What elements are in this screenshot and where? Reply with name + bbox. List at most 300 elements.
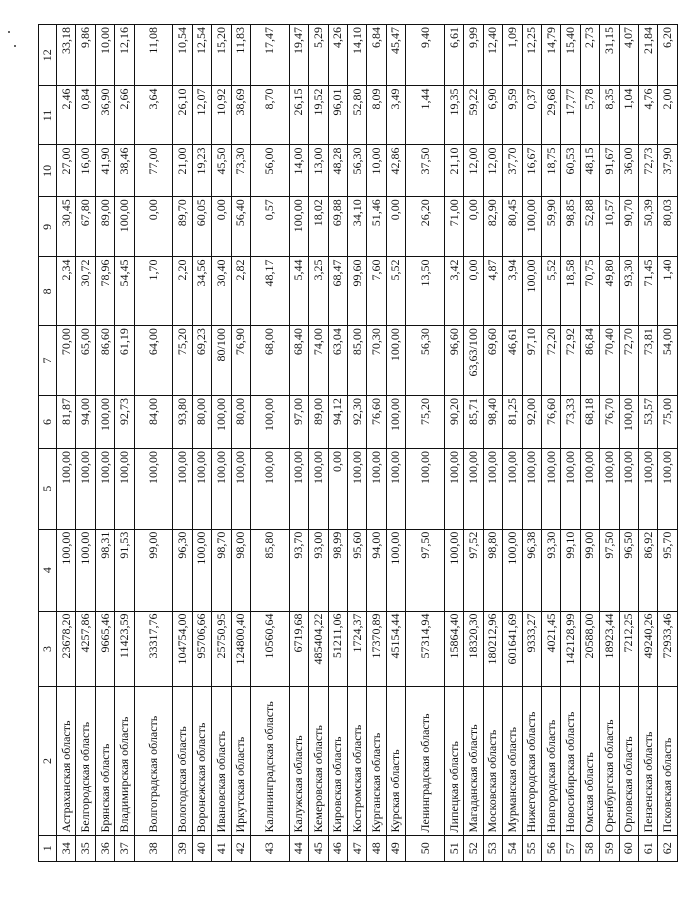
value-cell: 19,23: [192, 145, 211, 197]
value-cell: 53,57: [639, 395, 658, 448]
value-cell: 100,00: [115, 197, 134, 257]
column-header: 11: [39, 86, 57, 145]
value-cell: 0,00: [328, 448, 347, 529]
value-cell: 0,84: [76, 86, 95, 145]
value-cell: 49240,26: [639, 611, 658, 687]
value-cell: 50,39: [639, 197, 658, 257]
region-name-cell: Иркутская область: [231, 687, 250, 835]
region-name-cell: Новгородская область: [541, 687, 560, 835]
value-cell: 92,73: [115, 395, 134, 448]
table-row: [57, 25, 76, 862]
value-cell: 98,31: [95, 529, 114, 611]
value-cell: 104754,00: [173, 611, 192, 687]
value-cell: 100,00: [192, 529, 211, 611]
value-cell: 86,84: [580, 326, 599, 396]
value-cell: 80,00: [192, 395, 211, 448]
table-row: [503, 25, 522, 862]
value-cell: 11,83: [231, 25, 250, 87]
value-cell: 30,72: [76, 257, 95, 326]
value-cell: 9,86: [76, 25, 95, 87]
value-cell: 80/100: [212, 326, 231, 396]
value-cell: 89,00: [309, 395, 328, 448]
value-cell: 100,00: [231, 448, 250, 529]
value-cell: 60,53: [561, 145, 580, 197]
value-cell: 36,00: [619, 145, 638, 197]
region-name-cell: Волгоградская область: [134, 687, 173, 835]
value-cell: 8,09: [367, 86, 386, 145]
value-cell: 56,30: [406, 326, 445, 396]
region-name-cell: Магаданская область: [464, 687, 483, 835]
value-cell: 100,00: [386, 326, 405, 396]
table-header-row: [39, 25, 57, 862]
value-cell: 54,00: [658, 326, 678, 396]
value-cell: 99,00: [134, 529, 173, 611]
value-cell: 100,00: [658, 448, 678, 529]
value-cell: 12,54: [192, 25, 211, 87]
value-cell: 96,30: [173, 529, 192, 611]
value-cell: 124800,40: [231, 611, 250, 687]
table-row: [212, 25, 231, 862]
table-row: [444, 25, 463, 862]
region-name-cell: Воронежская область: [192, 687, 211, 835]
value-cell: 52,80: [347, 86, 366, 145]
region-name-cell: Московская область: [483, 687, 502, 835]
table-row: [464, 25, 483, 862]
value-cell: 0,57: [251, 197, 290, 257]
value-cell: 51,46: [367, 197, 386, 257]
region-name-cell: Брянская область: [95, 687, 114, 835]
value-cell: 100,00: [57, 448, 76, 529]
value-cell: 17,47: [251, 25, 290, 87]
value-cell: 67,80: [76, 197, 95, 257]
value-cell: 8,70: [251, 86, 290, 145]
region-name-cell: Мурманская область: [503, 687, 522, 835]
value-cell: 10,92: [212, 86, 231, 145]
region-name-cell: Нижегородская область: [522, 687, 541, 835]
value-cell: 21,84: [639, 25, 658, 87]
value-cell: 601641,69: [503, 611, 522, 687]
value-cell: 100,00: [134, 448, 173, 529]
value-cell: 25750,95: [212, 611, 231, 687]
value-cell: 4,87: [483, 257, 502, 326]
row-number-cell: 52: [464, 835, 483, 861]
value-cell: 100,00: [406, 448, 445, 529]
table-row: [231, 25, 250, 862]
value-cell: 84,00: [134, 395, 173, 448]
value-cell: 6,20: [658, 25, 678, 87]
value-cell: 18923,44: [600, 611, 619, 687]
table-row: [541, 25, 560, 862]
table-row: [619, 25, 638, 862]
value-cell: 86,92: [639, 529, 658, 611]
value-cell: 97,50: [406, 529, 445, 611]
value-cell: 6,90: [483, 86, 502, 145]
column-header: 6: [39, 395, 57, 448]
value-cell: 1,44: [406, 86, 445, 145]
value-cell: 61,19: [115, 326, 134, 396]
value-cell: 485404,22: [309, 611, 328, 687]
value-cell: 33317,76: [134, 611, 173, 687]
value-cell: 2,46: [57, 86, 76, 145]
value-cell: 90,70: [619, 197, 638, 257]
value-cell: 5,29: [309, 25, 328, 87]
row-number-cell: 40: [192, 835, 211, 861]
value-cell: 12,00: [483, 145, 502, 197]
value-cell: 6,84: [367, 25, 386, 87]
value-cell: 100,00: [522, 257, 541, 326]
value-cell: 100,00: [57, 529, 76, 611]
value-cell: 99,60: [347, 257, 366, 326]
value-cell: 0,00: [464, 197, 483, 257]
value-cell: 23678,20: [57, 611, 76, 687]
value-cell: 100,00: [639, 448, 658, 529]
value-cell: 38,46: [115, 145, 134, 197]
value-cell: 73,81: [639, 326, 658, 396]
value-cell: 14,00: [289, 145, 308, 197]
value-cell: 16,67: [522, 145, 541, 197]
value-cell: 48,17: [251, 257, 290, 326]
row-number-cell: 61: [639, 835, 658, 861]
value-cell: 77,00: [134, 145, 173, 197]
value-cell: 100,00: [483, 448, 502, 529]
value-cell: 57314,94: [406, 611, 445, 687]
value-cell: 99,00: [580, 529, 599, 611]
row-number-cell: 62: [658, 835, 678, 861]
value-cell: 5,44: [289, 257, 308, 326]
value-cell: 100,00: [561, 448, 580, 529]
row-number-cell: 51: [444, 835, 463, 861]
value-cell: 100,00: [76, 448, 95, 529]
value-cell: 100,00: [95, 448, 114, 529]
value-cell: 98,80: [483, 529, 502, 611]
value-cell: 3,94: [503, 257, 522, 326]
value-cell: 96,50: [619, 529, 638, 611]
value-cell: 33,18: [57, 25, 76, 87]
value-cell: 9,99: [464, 25, 483, 87]
value-cell: 26,15: [289, 86, 308, 145]
value-cell: 100,00: [212, 395, 231, 448]
value-cell: 180212,96: [483, 611, 502, 687]
column-header: 8: [39, 257, 57, 326]
value-cell: 48,15: [580, 145, 599, 197]
value-cell: 100,00: [386, 395, 405, 448]
value-cell: 96,60: [444, 326, 463, 396]
value-cell: 64,00: [134, 326, 173, 396]
value-cell: 96,38: [522, 529, 541, 611]
table-row: [328, 25, 347, 862]
value-cell: 97,00: [289, 395, 308, 448]
value-cell: 76,90: [231, 326, 250, 396]
value-cell: 30,40: [212, 257, 231, 326]
value-cell: 3,49: [386, 86, 405, 145]
value-cell: 26,20: [406, 197, 445, 257]
value-cell: 100,00: [619, 395, 638, 448]
value-cell: 34,56: [192, 257, 211, 326]
value-cell: 75,00: [658, 395, 678, 448]
value-cell: 2,82: [231, 257, 250, 326]
value-cell: 15,40: [561, 25, 580, 87]
value-cell: 98,00: [231, 529, 250, 611]
value-cell: 49,80: [600, 257, 619, 326]
row-number-cell: 43: [251, 835, 290, 861]
value-cell: 94,00: [367, 529, 386, 611]
region-name-cell: Кировская область: [328, 687, 347, 835]
value-cell: 73,33: [561, 395, 580, 448]
value-cell: 99,10: [561, 529, 580, 611]
value-cell: 71,00: [444, 197, 463, 257]
table-row: [406, 25, 445, 862]
value-cell: 27,00: [57, 145, 76, 197]
table-row: [580, 25, 599, 862]
value-cell: 20588,00: [580, 611, 599, 687]
value-cell: 81,25: [503, 395, 522, 448]
row-number-cell: 56: [541, 835, 560, 861]
value-cell: 95,60: [347, 529, 366, 611]
value-cell: 100,00: [522, 197, 541, 257]
region-name-cell: Пензенская область: [639, 687, 658, 835]
value-cell: 93,30: [541, 529, 560, 611]
value-cell: 45,47: [386, 25, 405, 87]
region-name-cell: Ивановская область: [212, 687, 231, 835]
table-row: [134, 25, 173, 862]
value-cell: 54,45: [115, 257, 134, 326]
value-cell: 80,03: [658, 197, 678, 257]
value-cell: 56,00: [251, 145, 290, 197]
column-header: 3: [39, 611, 57, 687]
value-cell: 4257,86: [76, 611, 95, 687]
value-cell: 97,10: [522, 326, 541, 396]
value-cell: 90,20: [444, 395, 463, 448]
value-cell: 93,30: [619, 257, 638, 326]
value-cell: 89,70: [173, 197, 192, 257]
value-cell: 100,00: [503, 529, 522, 611]
region-name-cell: Оренбургская область: [600, 687, 619, 835]
regions-data-table: [38, 24, 678, 862]
value-cell: 70,00: [57, 326, 76, 396]
value-cell: 142128,99: [561, 611, 580, 687]
value-cell: 1,04: [619, 86, 638, 145]
value-cell: 100,00: [212, 448, 231, 529]
table-row: [95, 25, 114, 862]
value-cell: 5,78: [580, 86, 599, 145]
value-cell: 92,00: [522, 395, 541, 448]
value-cell: 17370,89: [367, 611, 386, 687]
column-header: 12: [39, 25, 57, 87]
table-row: [76, 25, 95, 862]
value-cell: 76,60: [367, 395, 386, 448]
table-row: [251, 25, 290, 862]
table-row: [483, 25, 502, 862]
value-cell: 38,69: [231, 86, 250, 145]
value-cell: 37,50: [406, 145, 445, 197]
value-cell: 100,00: [367, 448, 386, 529]
rotated-page: [38, 24, 678, 862]
region-name-cell: Липецкая область: [444, 687, 463, 835]
value-cell: 31,15: [600, 25, 619, 87]
row-number-cell: 36: [95, 835, 114, 861]
value-cell: 80,45: [503, 197, 522, 257]
value-cell: 100,00: [619, 448, 638, 529]
value-cell: 85,00: [347, 326, 366, 396]
value-cell: 12,07: [192, 86, 211, 145]
table-row: [115, 25, 134, 862]
column-header: 1: [39, 835, 57, 861]
value-cell: 98,40: [483, 395, 502, 448]
value-cell: 85,71: [464, 395, 483, 448]
value-cell: 9,59: [503, 86, 522, 145]
value-cell: 100,00: [192, 448, 211, 529]
value-cell: 82,90: [483, 197, 502, 257]
value-cell: 91,53: [115, 529, 134, 611]
value-cell: 18,75: [541, 145, 560, 197]
value-cell: 3,64: [134, 86, 173, 145]
value-cell: 41,90: [95, 145, 114, 197]
value-cell: 12,00: [464, 145, 483, 197]
value-cell: 4021,45: [541, 611, 560, 687]
value-cell: 100,00: [444, 448, 463, 529]
value-cell: 98,85: [561, 197, 580, 257]
row-number-cell: 44: [289, 835, 308, 861]
value-cell: 91,67: [600, 145, 619, 197]
value-cell: 100,00: [251, 395, 290, 448]
value-cell: 6,61: [444, 25, 463, 87]
value-cell: 70,30: [367, 326, 386, 396]
value-cell: 100,00: [289, 197, 308, 257]
table-row: [639, 25, 658, 862]
row-number-cell: 41: [212, 835, 231, 861]
row-number-cell: 53: [483, 835, 502, 861]
value-cell: 71,45: [639, 257, 658, 326]
value-cell: 11423,59: [115, 611, 134, 687]
row-number-cell: 39: [173, 835, 192, 861]
value-cell: 63,63/100: [464, 326, 483, 396]
value-cell: 93,70: [289, 529, 308, 611]
value-cell: 100,00: [386, 448, 405, 529]
value-cell: 1,70: [134, 257, 173, 326]
value-cell: 2,00: [658, 86, 678, 145]
value-cell: 69,23: [192, 326, 211, 396]
value-cell: 68,18: [580, 395, 599, 448]
row-number-cell: 55: [522, 835, 541, 861]
value-cell: 56,30: [347, 145, 366, 197]
value-cell: 97,50: [600, 529, 619, 611]
value-cell: 69,88: [328, 197, 347, 257]
value-cell: 2,73: [580, 25, 599, 87]
row-number-cell: 57: [561, 835, 580, 861]
value-cell: 98,99: [328, 529, 347, 611]
value-cell: 2,66: [115, 86, 134, 145]
value-cell: 18,58: [561, 257, 580, 326]
value-cell: 19,35: [444, 86, 463, 145]
value-cell: 72,73: [639, 145, 658, 197]
value-cell: 69,60: [483, 326, 502, 396]
region-name-cell: Курганская область: [367, 687, 386, 835]
region-name-cell: Владимирская область: [115, 687, 134, 835]
region-name-cell: Астраханская область: [57, 687, 76, 835]
value-cell: 72,20: [541, 326, 560, 396]
value-cell: 0,00: [464, 257, 483, 326]
value-cell: 0,00: [212, 197, 231, 257]
value-cell: 9,40: [406, 25, 445, 87]
value-cell: 10,57: [600, 197, 619, 257]
value-cell: 0,00: [386, 197, 405, 257]
column-header: 7: [39, 326, 57, 396]
column-header: 10: [39, 145, 57, 197]
region-name-cell: Псковская область: [658, 687, 678, 835]
value-cell: 72,70: [619, 326, 638, 396]
value-cell: 100,00: [115, 448, 134, 529]
value-cell: 19,47: [289, 25, 308, 87]
column-header: 5: [39, 448, 57, 529]
table-row: [347, 25, 366, 862]
value-cell: 89,00: [95, 197, 114, 257]
value-cell: 45,50: [212, 145, 231, 197]
value-cell: 4,76: [639, 86, 658, 145]
region-name-cell: Омская область: [580, 687, 599, 835]
value-cell: 75,20: [173, 326, 192, 396]
value-cell: 7,60: [367, 257, 386, 326]
row-number-cell: 54: [503, 835, 522, 861]
value-cell: 72,92: [561, 326, 580, 396]
row-number-cell: 42: [231, 835, 250, 861]
value-cell: 1724,37: [347, 611, 366, 687]
value-cell: 95706,66: [192, 611, 211, 687]
value-cell: 2,34: [57, 257, 76, 326]
value-cell: 65,00: [76, 326, 95, 396]
table-row: [561, 25, 580, 862]
value-cell: 29,68: [541, 86, 560, 145]
value-cell: 18320,30: [464, 611, 483, 687]
scan-speck: [14, 45, 16, 47]
column-header: 4: [39, 529, 57, 611]
value-cell: 3,42: [444, 257, 463, 326]
table-row: [309, 25, 328, 862]
row-number-cell: 49: [386, 835, 405, 861]
value-cell: 4,26: [328, 25, 347, 87]
value-cell: 93,80: [173, 395, 192, 448]
value-cell: 70,75: [580, 257, 599, 326]
value-cell: 7212,25: [619, 611, 638, 687]
value-cell: 16,00: [76, 145, 95, 197]
value-cell: 17,77: [561, 86, 580, 145]
row-number-cell: 58: [580, 835, 599, 861]
value-cell: 21,10: [444, 145, 463, 197]
region-name-cell: Вологодская область: [173, 687, 192, 835]
value-cell: 78,96: [95, 257, 114, 326]
value-cell: 10,00: [95, 25, 114, 87]
value-cell: 97,52: [464, 529, 483, 611]
value-cell: 100,00: [464, 448, 483, 529]
table-row: [367, 25, 386, 862]
column-header: 9: [39, 197, 57, 257]
value-cell: 81,87: [57, 395, 76, 448]
value-cell: 8,35: [600, 86, 619, 145]
value-cell: 94,12: [328, 395, 347, 448]
value-cell: 0,00: [134, 197, 173, 257]
column-header: 2: [39, 687, 57, 835]
value-cell: 0,37: [522, 86, 541, 145]
value-cell: 73,30: [231, 145, 250, 197]
value-cell: 19,52: [309, 86, 328, 145]
value-cell: 63,04: [328, 326, 347, 396]
value-cell: 5,52: [386, 257, 405, 326]
row-number-cell: 60: [619, 835, 638, 861]
value-cell: 34,10: [347, 197, 366, 257]
row-number-cell: 48: [367, 835, 386, 861]
value-cell: 12,25: [522, 25, 541, 87]
value-cell: 37,90: [658, 145, 678, 197]
value-cell: 15864,40: [444, 611, 463, 687]
